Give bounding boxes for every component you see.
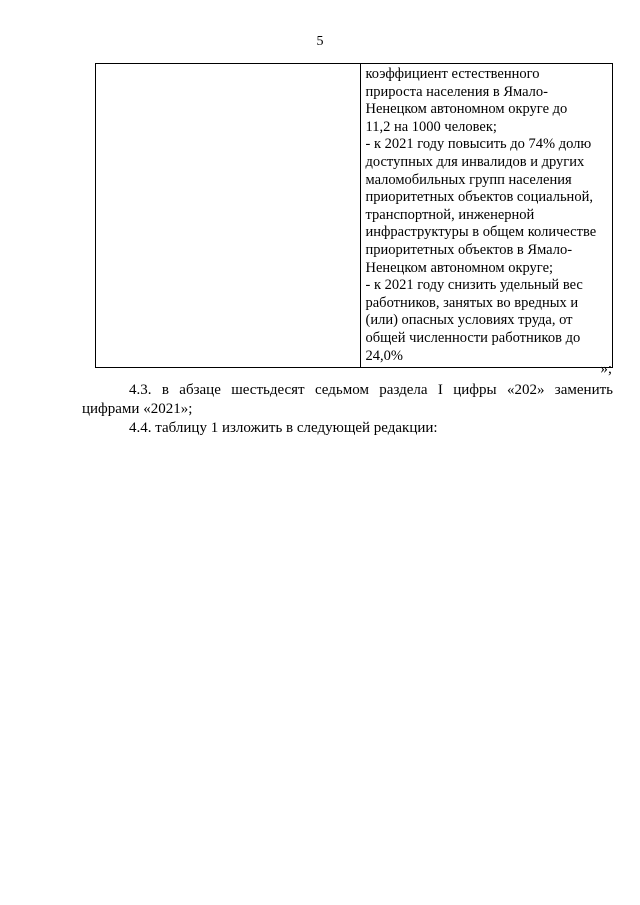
table-cell-right-text bbox=[361, 64, 613, 367]
cell-text-line: работников, занятых во вредных и bbox=[365, 294, 579, 311]
paragraph-4-4: 4.4. таблицу 1 изложить в следующей редакции: bbox=[129, 420, 438, 436]
table-cell-right bbox=[360, 64, 613, 368]
paragraph-4-3 bbox=[82, 381, 613, 419]
cell-text-line: приоритетных объектов в Ямало- bbox=[365, 241, 573, 258]
cell-text-line: Ненецком автономном округе; bbox=[365, 259, 554, 276]
continuation-table bbox=[95, 63, 613, 368]
cell-text-line: прироста населения в Ямало- bbox=[365, 83, 548, 100]
cell-text-line: общей численности работников до bbox=[365, 329, 581, 346]
cell-text-line: доступных для инвалидов и других bbox=[365, 153, 585, 170]
table-cell-left bbox=[96, 64, 361, 368]
cell-text-line: 11,2 на 1000 человек; bbox=[365, 118, 497, 135]
cell-text-line: - к 2021 году снизить удельный вес bbox=[365, 277, 583, 294]
paragraph-line: цифрами «2021»; bbox=[82, 401, 193, 417]
cell-text-line: маломобильных групп населения bbox=[365, 171, 572, 188]
table-row bbox=[96, 64, 613, 368]
closing-quote: »; bbox=[600, 361, 612, 377]
cell-text-line: приоритетных объектов социальной, bbox=[365, 189, 593, 206]
cell-text-line: коэффициент естественного bbox=[365, 66, 540, 82]
cell-text-line: (или) опасных условиях труда, от bbox=[365, 312, 573, 329]
paragraph-line: 4.3. в абзаце шестьдесят седьмом раздела I цифры «202» заменить bbox=[129, 382, 613, 398]
cell-text-line: транспортной, инженерной bbox=[365, 206, 535, 223]
cell-text-line: Ненецком автономном округе до bbox=[365, 101, 568, 118]
page-number: 5 bbox=[316, 34, 324, 49]
cell-text-line: инфраструктуры в общем количестве bbox=[365, 224, 597, 241]
cell-text-line: 24,0% bbox=[365, 347, 403, 364]
cell-text-line: - к 2021 году повысить до 74% долю bbox=[365, 136, 592, 153]
